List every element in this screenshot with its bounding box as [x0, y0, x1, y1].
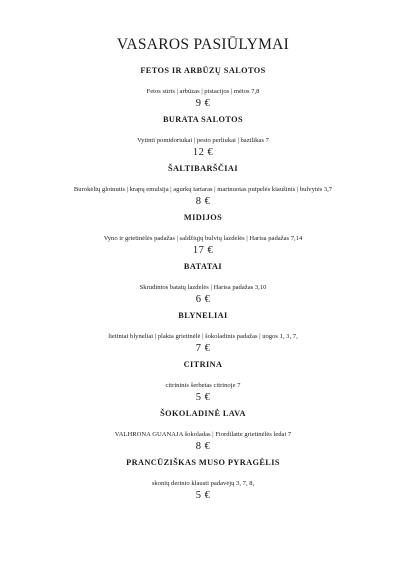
menu-item-price: 12 € — [192, 147, 214, 158]
menu-item-name: BATATAI — [183, 262, 223, 271]
menu-item-name: BURATA SALOTOS — [162, 115, 244, 124]
menu-item-name: MIDIJOS — [183, 213, 223, 222]
menu-item — [0, 163, 406, 209]
menu-item-price: 7 € — [195, 343, 211, 354]
menu-item — [0, 359, 406, 405]
menu-title: VASAROS PASIŪLYMAI — [116, 36, 290, 53]
menu-item-price: 9 € — [195, 98, 211, 109]
menu-item-price: 17 € — [192, 245, 214, 256]
menu-item-name: BLYNELIAI — [178, 311, 228, 320]
menu-item-description: Vytinti pomidoriukai | pesto perliukai | bazilikas 7 — [137, 137, 269, 144]
menu-item — [0, 408, 406, 454]
menu-item-price: 6 € — [195, 294, 211, 305]
menu-items — [0, 62, 406, 503]
menu-item — [0, 310, 406, 356]
menu-item-description: Skrudintos batatų lazdelės | Harisa padažas 3,10 — [139, 284, 267, 291]
menu-item — [0, 212, 406, 258]
menu-item — [0, 65, 406, 111]
menu-item-price: 8 € — [195, 196, 211, 207]
menu-item-description: citrininis šerbetas citrinoje 7 — [165, 382, 241, 389]
menu-item-price: 8 € — [195, 441, 211, 452]
menu-item-name: ŠALTIBARŠČIAI — [168, 164, 238, 173]
menu-item — [0, 261, 406, 307]
menu-item-name: FETOS IR ARBŪZŲ SALOTOS — [140, 66, 266, 75]
menu-item-name: ŠOKOLADINĖ LAVA — [160, 409, 246, 418]
menu-item-description: skonių derinio klausti padavėjų 3, 7, 8, — [151, 480, 255, 487]
menu-item — [0, 457, 406, 503]
menu-item-description: VALHRONA GUANAJA šokoladas | Fiordilatte grietinėlės ledai 7 — [114, 431, 292, 438]
menu-item-description: Vyno ir grietinėlės padažas | saldžiųjų bulvių lazdelės | Harisa padažas 7,14 — [103, 235, 303, 242]
menu-item-description: lietiniai blyneliai | plakta grietinėlė | šokoladinis padažas | uogos 1, 3, 7, — [108, 333, 298, 340]
menu-item-name: CITRINA — [183, 360, 223, 369]
menu-item-price: 5 € — [195, 490, 211, 501]
menu-item-name: PRANCŪZIŠKAS MUSO PYRAGĖLIS — [126, 458, 280, 467]
menu-item-description: Fetos sūris | arbūzas | pistacijos | mėtos 7,8 — [146, 88, 260, 95]
menu-item-price: 5 € — [195, 392, 211, 403]
menu-item-description: Burokėlių glotnutis | krapų emulsija | agurkų tartaras | marinuotas putpelės kiaušinis | bulvytės 3,7 — [73, 186, 333, 193]
menu-item — [0, 114, 406, 160]
